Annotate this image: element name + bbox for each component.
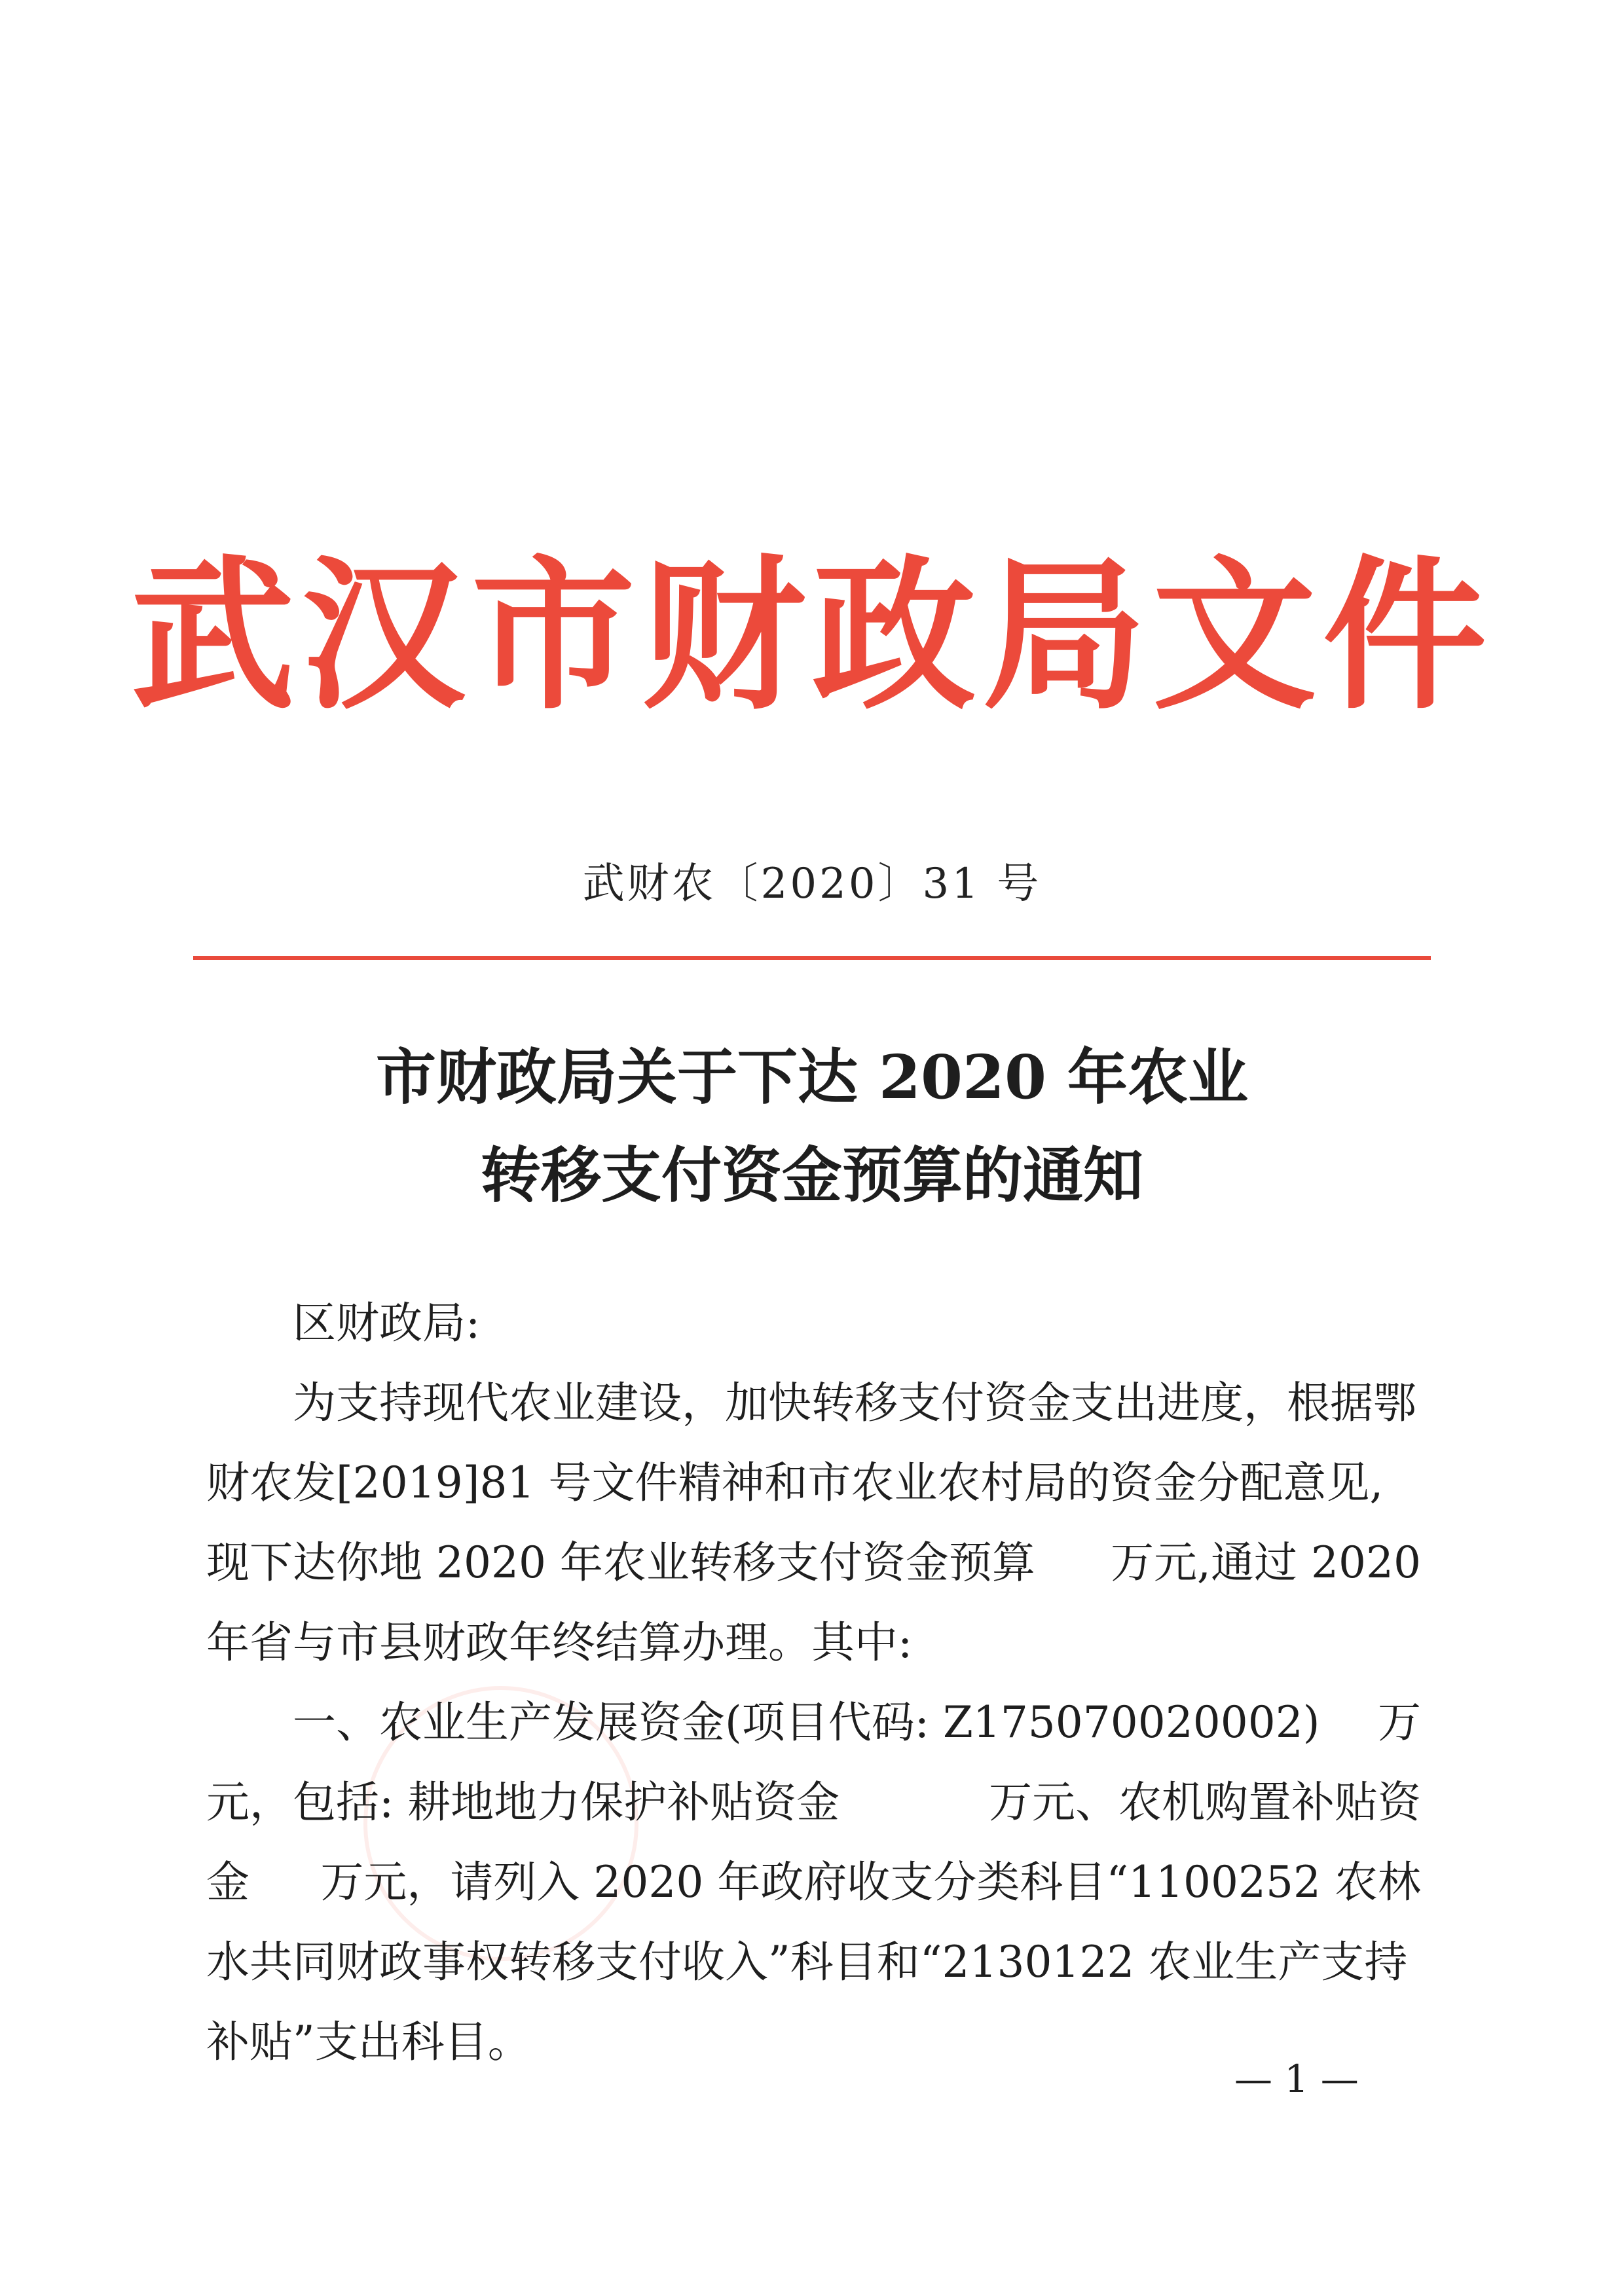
document-title-line-1: 市财政局关于下达 2020 年农业 — [375, 1042, 1249, 1112]
paragraph-text: 万 — [1378, 1697, 1421, 1748]
document-body — [206, 1283, 1421, 2082]
paragraph-1-line-4 — [206, 1603, 1421, 1683]
paragraph-2-line-4 — [206, 1922, 1421, 2002]
salutation-text: 区财政局: — [293, 1298, 481, 1348]
document-number: 武财农〔2020〕31 号 — [582, 860, 1042, 908]
paragraph-text: 万元，请列入 2020 年政府收支分类科目“1100252 农林 — [320, 1857, 1421, 1907]
paragraph-text: 补贴”支出科目。 — [206, 2017, 531, 2067]
paragraph-text: 万元、农机购置补贴资 — [989, 1777, 1421, 1827]
paragraph-text: 元，包括: 耕地地力保护补贴资金 — [206, 1777, 840, 1827]
document-title — [0, 1028, 1624, 1224]
paragraph-2-line-3 — [206, 1843, 1421, 1922]
paragraph-1-line-1 — [206, 1363, 1421, 1443]
paragraph-text: 一、农业生产发展资金(项目代码: Z175070020002) — [293, 1697, 1320, 1748]
paragraph-2-line-2 — [206, 1763, 1421, 1843]
paragraph-text: 年省与市县财政年终结算办理。其中: — [206, 1617, 913, 1668]
paragraph-text: 金 — [206, 1857, 249, 1907]
paragraph-1-line-3 — [206, 1523, 1421, 1603]
paragraph-text: 财农发[2019]81 号文件精神和市农业农村局的资金分配意见, — [206, 1458, 1384, 1508]
paragraph-text: 万元,通过 2020 — [1111, 1537, 1421, 1588]
salutation — [206, 1283, 1421, 1363]
masthead-title: 武汉市财政局文件 — [131, 539, 1493, 731]
red-divider-line — [193, 956, 1431, 960]
document-title-line-2: 转移支付资金预算的通知 — [480, 1140, 1143, 1211]
paragraph-text: 现下达你地 2020 年农业转移支付资金预算 — [206, 1537, 1035, 1588]
paragraph-text: 水共同财政事权转移支付收入”科目和“2130122 农业生产支持 — [206, 1937, 1408, 1987]
paragraph-1-line-2 — [206, 1443, 1421, 1523]
paragraph-text: 为支持现代农业建设，加快转移支付资金支出进度，根据鄂 — [293, 1378, 1416, 1428]
page-number: — 1 — — [1234, 2057, 1359, 2101]
paragraph-2-line-1 — [206, 1683, 1421, 1763]
